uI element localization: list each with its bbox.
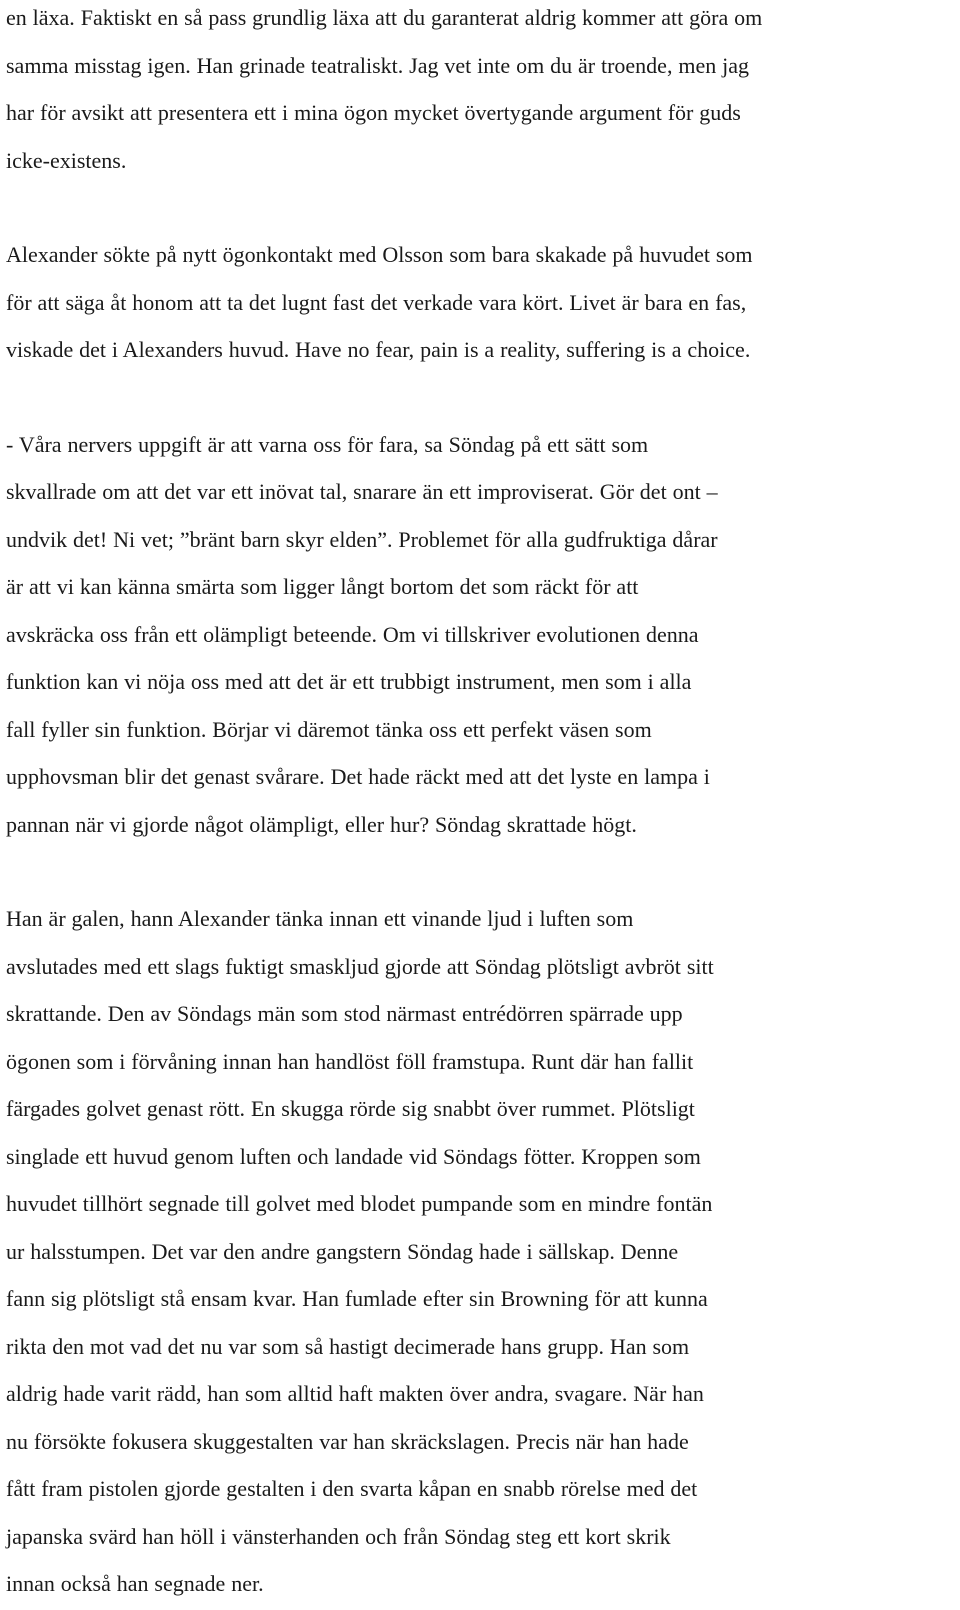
text-line: - Våra nervers uppgift är att varna oss för fara, sa Söndag på ett sätt som xyxy=(6,431,649,457)
text-line: fått fram pistolen gjorde gestalten i den svarta kåpan en snabb rörelse med det xyxy=(6,1476,698,1501)
text-line: Han är galen, hann Alexander tänka innan ett vinande ljud i luften som xyxy=(6,906,634,931)
text-line: ögonen som i förvåning innan han handlöst föll framstupa. Runt där han fallit xyxy=(6,1048,694,1074)
text-line: japanska svärd han höll i vänsterhanden och från Söndag steg ett kort skrik xyxy=(6,1523,671,1549)
text-line: fann sig plötsligt stå ensam kvar. Han fumlade efter sin Browning för att kunna xyxy=(6,1286,708,1311)
text-line: en läxa. Faktiskt en så pass grundlig läxa att du garanterat aldrig kommer att göra om xyxy=(6,5,763,30)
text-line: avskräcka oss från ett olämpligt beteende. Om vi tillskriver evolutionen denna xyxy=(6,621,699,647)
text-line: icke-existens. xyxy=(6,147,127,173)
text-line: undvik det! Ni vet; ”bränt barn skyr elden”. Problemet för alla gudfruktiga dårar xyxy=(6,526,718,552)
paragraph-4 xyxy=(6,895,946,1608)
text-line: har för avsikt att presentera ett i mina ögon mycket övertygande argument för guds xyxy=(6,100,741,125)
text-line: singlade ett huvud genom luften och landade vid Söndags fötter. Kroppen som xyxy=(6,1143,701,1169)
text-line: aldrig hade varit rädd, han som alltid haft makten över andra, svagare. När han xyxy=(6,1381,704,1406)
text-line: för att säga åt honom att ta det lugnt fast det verkade vara kört. Livet är bara en fas, xyxy=(6,289,747,315)
paragraph-3 xyxy=(6,421,946,849)
text-line: viskade det i Alexanders huvud. Have no fear, pain is a reality, suffering is a choice. xyxy=(6,337,751,362)
text-line: är att vi kan känna smärta som ligger långt bortom det som räckt för att xyxy=(6,574,639,599)
text-line: skvallrade om att det var ett inövat tal, snarare än ett improviserat. Gör det ont – xyxy=(6,479,718,504)
paragraph-1 xyxy=(6,0,946,184)
text-line: huvudet tillhört segnade till golvet med blodet pumpande som en mindre fontän xyxy=(6,1191,713,1216)
text-line: nu försökte fokusera skuggestalten var han skräckslagen. Precis när han hade xyxy=(6,1428,689,1454)
text-line: pannan när vi gjorde något olämpligt, eller hur? Söndag skrattade högt. xyxy=(6,811,637,837)
text-line: samma misstag igen. Han grinade teatraliskt. Jag vet inte om du är troende, men jag xyxy=(6,52,749,78)
text-line: Alexander sökte på nytt ögonkontakt med Olsson som bara skakade på huvudet som xyxy=(6,242,753,267)
text-line: avslutades med ett slags fuktigt smaskljud gjorde att Söndag plötsligt avbröt sitt xyxy=(6,953,714,979)
paragraph-2 xyxy=(6,231,946,374)
text-line: rikta den mot vad det nu var som så hastigt decimerade hans grupp. Han som xyxy=(6,1333,690,1359)
text-line: fall fyller sin funktion. Börjar vi däremot tänka oss ett perfekt väsen som xyxy=(6,716,652,742)
document-page xyxy=(6,0,946,1608)
text-line: ur halsstumpen. Det var den andre gangstern Söndag hade i sällskap. Denne xyxy=(6,1238,679,1264)
text-line: upphovsman blir det genast svårare. Det hade räckt med att det lyste en lampa i xyxy=(6,764,710,789)
text-line: funktion kan vi nöja oss med att det är ett trubbigt instrument, men som i alla xyxy=(6,669,692,694)
text-line: innan också han segnade ner. xyxy=(6,1571,264,1596)
text-line: skrattande. Den av Söndags män som stod närmast entrédörren spärrade upp xyxy=(6,1001,683,1026)
text-line: färgades golvet genast rött. En skugga rörde sig snabbt över rummet. Plötsligt xyxy=(6,1096,695,1121)
